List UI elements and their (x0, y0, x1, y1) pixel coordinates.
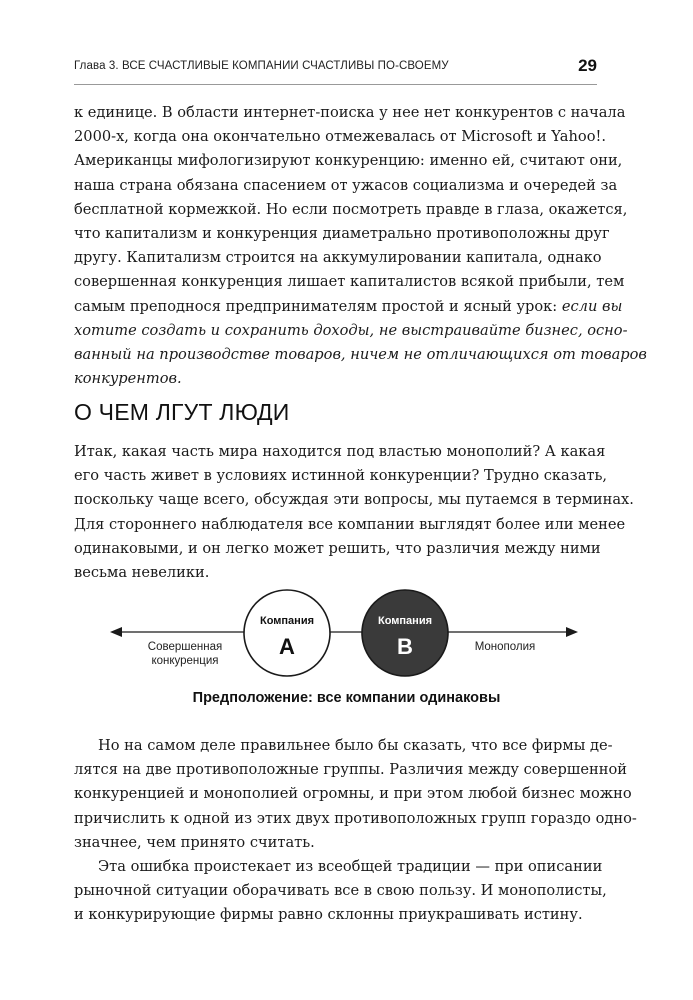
text-line: конкуренцией и монополией огромны, и при этом любой бизнес можно (74, 785, 632, 803)
text-line: Эта ошибка проистекает из всеобщей традиции — при описании (98, 858, 603, 875)
text-line: 2000-х, когда она окончательно отмежевалась от Microsoft и Yahoo!. (74, 128, 606, 146)
text-line: весьма невелики. (74, 564, 210, 582)
paragraph-two-groups (74, 734, 637, 855)
text-line: что капитализм и конкуренция диаметрально противоположны друг (74, 225, 610, 243)
text-line: наша страна обязана спасением от ужасов социализма и очередей за (74, 176, 618, 194)
paragraph-intro (74, 440, 634, 585)
text-line: причислить к одной из этих двух противоположных групп гораздо одно- (74, 809, 637, 827)
header-rule (74, 84, 597, 85)
text-line: Но на самом деле правильнее было бы сказать, что все фирмы де- (98, 737, 613, 754)
diagram-svg (0, 580, 693, 690)
text-line: значнее, чем принято считать. (74, 833, 315, 851)
text-line (74, 295, 623, 319)
text-line: бесплатной кормежкой. Но если посмотреть правде в глаза, окажется, (74, 200, 628, 218)
text-line: его часть живет в условиях истинной конкуренции? Трудно сказать, (74, 467, 608, 485)
text-line: к единице. В области интернет-поиска у нее нет конкурентов с начала (74, 104, 626, 121)
paragraph-tradition (74, 855, 607, 928)
right-label: Монополия (474, 641, 536, 653)
text-line: и конкурирующие фирмы равно склонны приукрашивать истину. (74, 906, 583, 924)
text-segment: самым преподнося предпринимателям простой и ясный урок: (74, 297, 562, 315)
italic-segment: если вы (561, 297, 623, 315)
company-b-circle (362, 590, 448, 676)
paragraph-continuation (74, 101, 647, 391)
text-line: другу. Капитализм строится на аккумулировании капитала, однако (74, 249, 602, 267)
text-line: лятся на две противоположные группы. Различия между совершенной (74, 761, 627, 779)
text-line: рыночной ситуации оборачивать все в свою пользу. И монополисты, (74, 882, 607, 900)
company-b-title: Компания (377, 615, 433, 627)
running-head: Глава 3. ВСЕ СЧАСТЛИВЫЕ КОМПАНИИ СЧАСТЛИВЫ ПО-СВОЕМУ (74, 60, 449, 72)
company-a-letter: A (279, 634, 295, 659)
diagram-caption: Предположение: все компании одинаковы (192, 690, 501, 706)
left-label-line2: конкуренция (151, 655, 219, 667)
company-a-circle (244, 590, 330, 676)
company-a-title: Компания (259, 615, 315, 627)
right-arrow-head (566, 627, 578, 637)
italic-text-line: ванный на производстве товаров, ничем не отличающихся от товаров (74, 346, 647, 364)
company-b-letter: B (397, 634, 413, 659)
left-label-line1: Совершенная (147, 641, 223, 653)
text-line: Для стороннего наблюдателя все компании выглядят более или менее (74, 515, 626, 533)
text-line: совершенная конкуренция лишает капиталистов всякой прибыли, тем (74, 273, 625, 291)
text-line: поскольку чаще всего, обсуждая эти вопросы, мы путаемся в терминах. (74, 491, 634, 509)
left-arrow-head (110, 627, 122, 637)
text-line: Итак, какая часть мира находится под властью монополий? А какая (74, 443, 606, 460)
italic-text-line: конкурентов. (74, 370, 182, 388)
section-heading: О ЧЕМ ЛГУТ ЛЮДИ (74, 399, 290, 425)
italic-text-line: хотите создать и сохранить доходы, не выстраивайте бизнес, осно- (74, 321, 628, 339)
page-number: 29 (578, 56, 597, 75)
text-line: Американцы мифологизируют конкуренцию: именно ей, считают они, (74, 152, 623, 170)
text-line: одинаковыми, и он легко может решить, что различия между ними (74, 539, 601, 557)
